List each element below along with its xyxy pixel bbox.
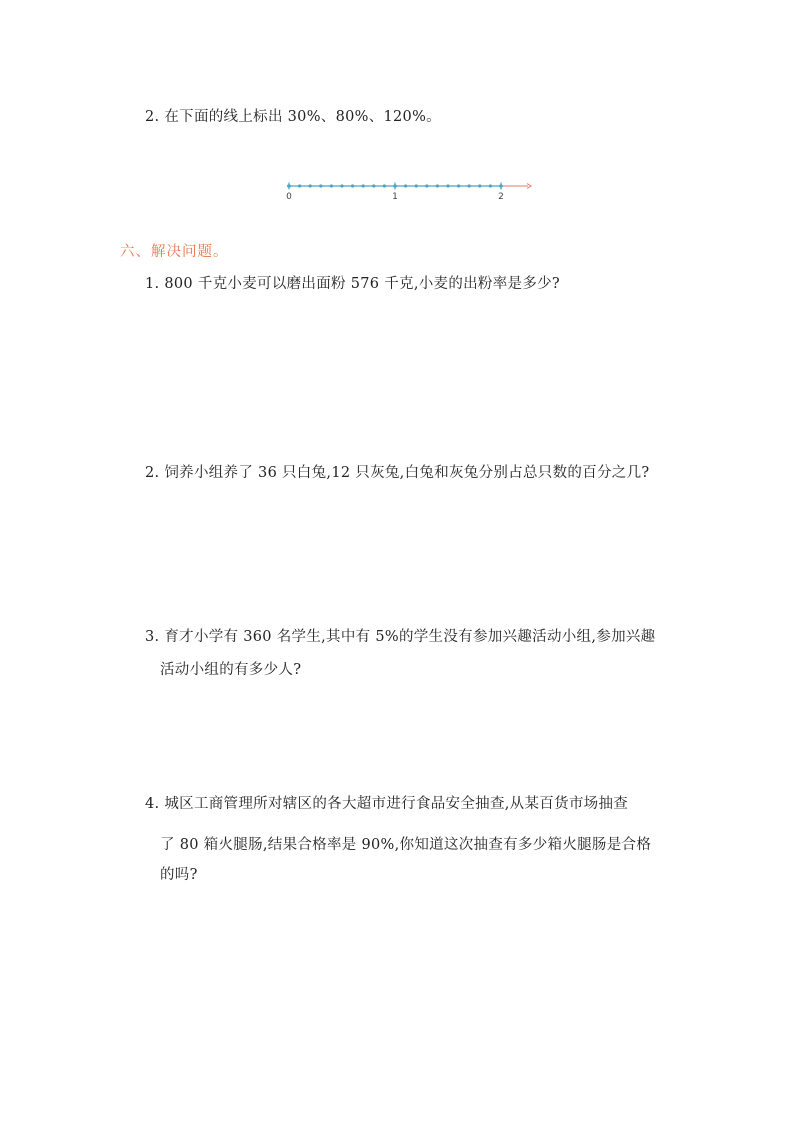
number-line-dot — [351, 184, 354, 187]
number-line-dot — [383, 184, 386, 187]
number-line-dot — [287, 184, 291, 188]
problem-3-line-2: 活动小组的有多少人? — [160, 662, 302, 678]
problem-4-line-1: 4. 城区工商管理所对辖区的各大超市进行食品安全抽查,从某百货市场抽查 — [145, 796, 629, 812]
number-line-dot — [404, 184, 407, 187]
section-six-title: 六、解决问题。 — [120, 244, 229, 260]
number-line-dot — [499, 184, 503, 188]
number-line-dot — [362, 184, 365, 187]
number-line-dot — [425, 184, 428, 187]
number-line-dot — [415, 184, 418, 187]
number-line-label: 1 — [392, 192, 398, 202]
q2-instruction: 2. 在下面的线上标出 30%、80%、120%。 — [145, 109, 441, 125]
number-line-dot — [468, 184, 471, 187]
number-line-dot — [446, 184, 449, 187]
number-line-dot — [319, 184, 322, 187]
number-line-dot — [393, 184, 397, 188]
problem-1-line-1: 1. 800 千克小麦可以磨出面粉 576 千克,小麦的出粉率是多少? — [145, 276, 561, 292]
number-line-dot — [340, 184, 343, 187]
number-line-dot — [330, 184, 333, 187]
problem-2-line-1: 2. 饲养小组养了 36 只白兔,12 只灰兔,白兔和灰兔分别占总只数的百分之几? — [145, 465, 650, 481]
problem-4-line-2: 了 80 箱火腿肠,结果合格率是 90%,你知道这次抽查有多少箱火腿肠是合格 — [160, 837, 652, 853]
number-line-label: 0 — [286, 192, 292, 202]
number-line-dot — [489, 184, 492, 187]
number-line-dot — [309, 184, 312, 187]
number-line-dot — [457, 184, 460, 187]
number-line-label: 2 — [498, 192, 504, 202]
problem-3-line-1: 3. 育才小学有 360 名学生,其中有 5%的学生没有参加兴趣活动小组,参加兴趣 — [145, 629, 656, 645]
number-line-dot — [436, 184, 439, 187]
number-line-dot — [478, 184, 481, 187]
number-line — [283, 176, 535, 202]
number-line-dot — [298, 184, 301, 187]
problem-4-line-3: 的吗? — [160, 867, 198, 883]
number-line-dot — [372, 184, 375, 187]
